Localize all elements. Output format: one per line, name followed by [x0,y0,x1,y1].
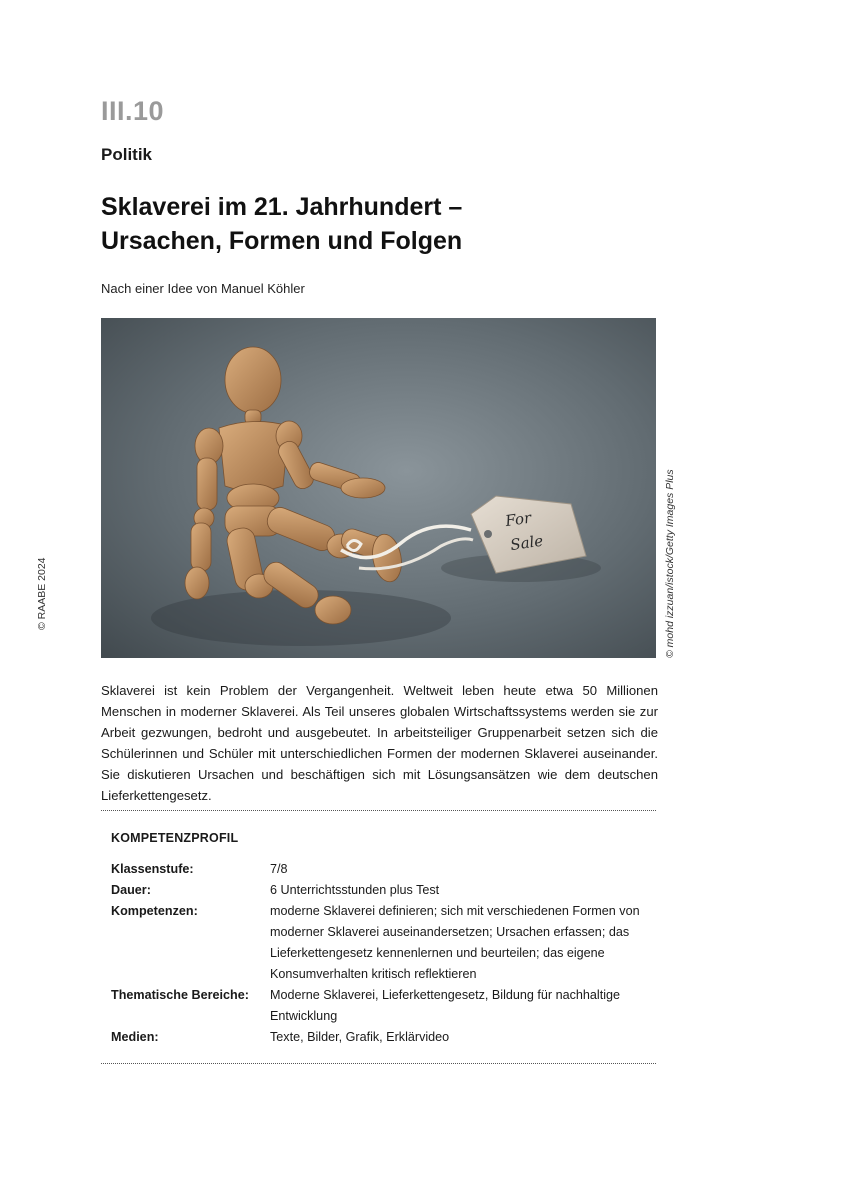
profile-value: 6 Unterrichtsstunden plus Test [270,883,440,897]
section-number: III.10 [101,96,165,126]
profile-label: Dauer: [111,883,151,897]
profile-value: Texte, Bilder, Grafik, Erklärvideo [270,1030,450,1044]
profile-row-duration [111,880,651,901]
page-title [101,190,661,258]
profile-label: Klassenstufe: [111,862,194,876]
profile-value: Moderne Sklaverei, Lieferkettengesetz, Bildung für nachhaltige Entwicklung [270,988,621,1023]
title-line-2: Ursachen, Formen und Folgen [101,227,463,255]
divider-bottom [101,1063,656,1064]
tag-text-line-2: Sale [509,531,545,555]
tag-text-line-1: For [504,508,533,531]
profile-row-media [111,1027,651,1048]
author-line: Nach einer Idee von Manuel Köhler [101,281,305,296]
profile-row-grade [111,859,651,880]
profile-row-competences [111,901,651,985]
profile-value: 7/8 [270,862,288,876]
copyright-notice: © RAABE 2024 [36,557,48,630]
title-line-1: Sklaverei im 21. Jahrhundert – [101,193,463,221]
profile-label: Kompetenzen: [111,904,198,918]
photo-credit: © mohd izzuan/istock/Getty Images Plus [664,469,676,658]
cover-photo [101,318,656,658]
profile-value: moderne Sklaverei definieren; sich mit verschiedenen Formen von moderner Sklaverei auseinandersetzen; Ursachen erfassen; das Lieferkettengesetz kennenlernen und beurteilen; das eigene Konsumverhalten kritisch reflektieren [270,904,640,981]
profile-label: Medien: [111,1030,159,1044]
divider-top [101,810,656,811]
intro-paragraph: Sklaverei ist kein Problem der Vergangenheit. Weltweit leben heute etwa 50 Millionen Menschen in moderner Sklaverei. Als Teil unseres globalen Wirtschaftssystems werden sie zur Arbeit gezwungen, bedroht und ausgebeutet. In arbeitsteiliger Gruppenarbeit setzen sich die Schülerinnen und Schüler mit unterschiedlichen Formen der modernen Sklaverei auseinander. Sie diskutieren Ursachen und beschäftigen sich mit Lösungsansätzen wie dem deutschen Lieferkettengesetz. [101,683,658,803]
competence-profile [111,859,651,1048]
subject-label: Politik [101,145,153,164]
profile-label: Thematische Bereiche: [111,988,249,1002]
profile-heading: KOMPETENZPROFIL [111,831,239,845]
profile-row-topics [111,985,651,1027]
